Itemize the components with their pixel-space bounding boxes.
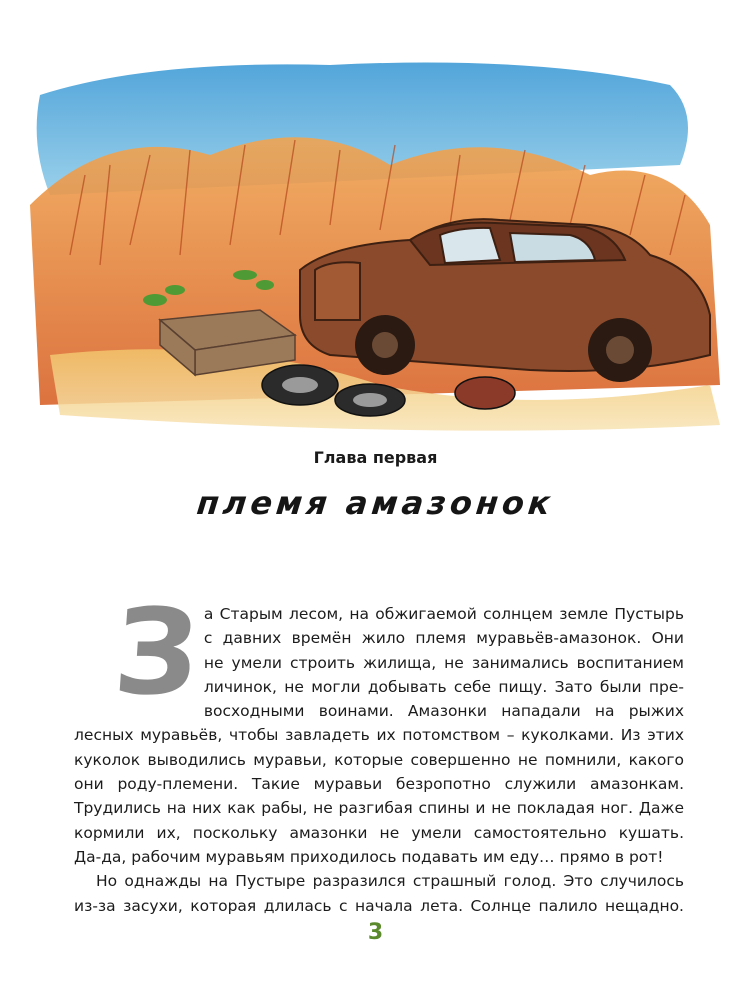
text-line: не умели строить жилища, не занимались воспитанием — [203, 653, 684, 672]
chapter-illustration — [30, 55, 720, 440]
text-line: с давних времён жило племя муравьёв-амазонок. Они — [203, 629, 684, 648]
text-line: восходными воинами. Амазонки нападали на рыжих — [203, 702, 684, 721]
drop-cap: З — [109, 583, 204, 721]
text-line: куколок выводились муравьи, которые совершенно не помнили, какого — [74, 750, 684, 769]
chapter-label: Глава первая — [313, 448, 438, 467]
text-line: а Старым лесом, на обжигаемой солнцем земле Пустырь — [203, 605, 684, 623]
text-line: кормили их, поскольку амазонки не умели самостоятельно кушать. — [74, 823, 684, 842]
chapter-text — [74, 583, 684, 918]
text-line: лесных муравьёв, чтобы завладеть их потомством – куколками. Из этих — [74, 726, 684, 745]
text-line: Трудились на них как рабы, не разгибая спины и не покладая ног. Даже — [74, 799, 684, 818]
paragraph-2 — [74, 869, 684, 918]
rusty-car-in-grass-image — [30, 55, 720, 440]
chapter-title: племя амазонок — [195, 484, 556, 522]
text-line: они роду-племени. Такие муравьи безропотно служили амазонкам. — [74, 775, 684, 794]
text-line: личинок, не могли добывать себе пищу. Зато были пре- — [203, 677, 684, 696]
text-line: Да-да, рабочим муравьям приходилось подавать им еду… прямо в рот! — [74, 847, 664, 866]
page-number: 3 — [367, 920, 384, 945]
text-line: из-за засухи, которая длилась с начала лета. Солнце палило нещадно. — [74, 896, 684, 915]
text-line: Но однажды на Пустыре разразился страшный голод. Это случилось — [96, 872, 684, 891]
